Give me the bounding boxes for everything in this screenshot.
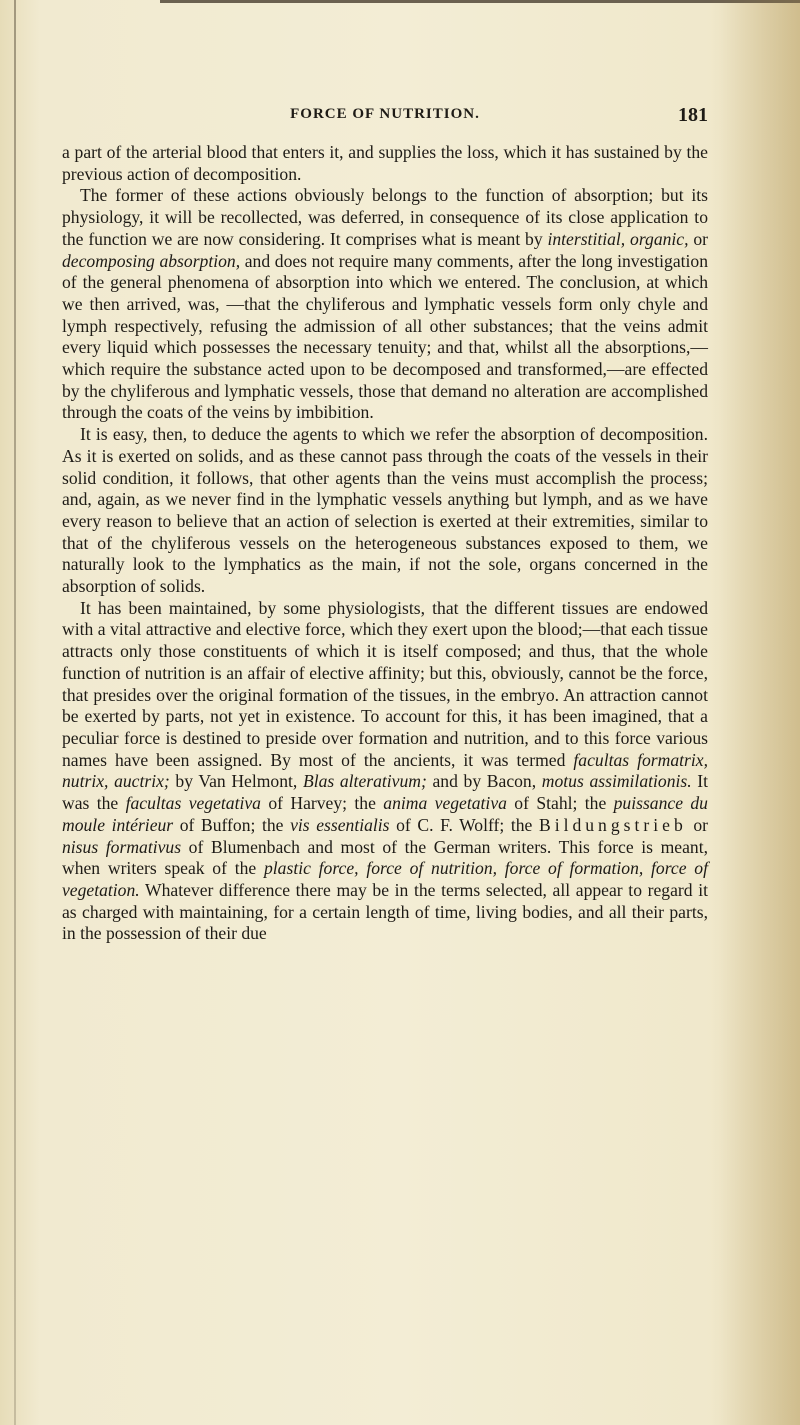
- paragraph-2: [62, 185, 708, 424]
- paragraph-1: [62, 142, 708, 185]
- text-run: or: [688, 228, 709, 249]
- text-run: and does not require many comments, after the long investigation of the general phenomena of absorption into which we entered. The conclusion, at which we then arrived, was, —that the chyliferous and lymphatic vessels form only chyle and lymph respectively, refusing the admission of all other substances; that the veins admit every liquid which possesses the necessary tenuity; and that, whilst all the absorptions,—which require the substance acted upon to be decomposed and transformed,—are effected by the chyliferous and lymphatic vessels, those that demand no alteration are accomplished through the coats of the veins by imbibition.: [62, 250, 709, 423]
- italic-term: vis essentialis: [290, 814, 390, 835]
- italic-term: plastic force, force of nutrition, force of formation, force of vegetation.: [62, 858, 708, 900]
- spaced-term: Bildungstrieb: [538, 814, 687, 835]
- text-run: of C. F. Wolff; the: [389, 814, 539, 835]
- page-left-edge: [14, 0, 16, 1425]
- text-run: It was the: [62, 771, 709, 814]
- italic-term: anima vegetativa: [383, 793, 507, 814]
- text-run: a part of the arterial blood that enters it, and supplies the loss, which it has sustained by the previous action of decomposition.: [62, 142, 708, 184]
- italic-term: motus assimilationis.: [541, 771, 692, 792]
- text-run: Whatever difference there may be in the terms selected, all appear to regard it as charged with maintaining, for a certain length of time, living bodies, and all their parts, in the possession of their due: [62, 879, 708, 944]
- text-run: It is easy, then, to deduce the agents to which we refer the absorption of decomposition. As it is exerted on solids, and as these cannot pass through the coats of the vessels in their solid condition, it follows, that other agents than the veins must accomplish the process; and, again, as we never find in the lymphatic vessels anything but lymph, and as we have every reason to believe that an action of selection is exerted at their extremities, similar to that of the chyliferous vessels on the heterogeneous substances exposed to them, we naturally look to the lymphatics as the main, if not the sole, organs concerned in the absorption of solids.: [62, 424, 708, 597]
- page-number: 181: [678, 104, 708, 126]
- paragraph-4: [62, 598, 708, 945]
- page-header: [62, 104, 708, 130]
- italic-term: puissance du moule intérieur: [62, 793, 708, 835]
- text-run: or: [686, 814, 708, 835]
- text-run: of Blumenbach and most of the German writers. This force is meant, when writers speak of the: [62, 836, 708, 879]
- text-run: of Buffon; the: [173, 814, 291, 835]
- text-run: of Stahl; the: [506, 793, 614, 814]
- text-run: by Van Helmont,: [169, 771, 303, 792]
- italic-term: facultas formatrix, nutrix, auctrix;: [62, 749, 708, 792]
- italic-term: interstitial, organic,: [547, 228, 689, 249]
- page-top-edge: [160, 0, 800, 3]
- italic-term: facultas vegetativa: [125, 793, 261, 814]
- body-text: [62, 142, 708, 945]
- text-run: and by Bacon,: [426, 771, 542, 792]
- italic-term: Blas alterativum;: [302, 771, 427, 792]
- paragraph-3: [62, 424, 708, 598]
- italic-term: nisus formativus: [62, 836, 182, 857]
- text-run: It has been maintained, by some physiologists, that the different tissues are endowed with a vital attractive and elective force, which they exert upon the blood;—that each tissue attracts only those constituents of which it is itself composed; and thus, that the whole function of nutrition is an affair of elective affinity; but this, obviously, cannot be the force, that presides over the original formation of the tissues, in the embryo. An attraction cannot be exerted by parts, not yet in existence. To account for this, it has been imagined, that a peculiar force is destined to preside over formation and nutrition, and to this force various names have been assigned. By most of the ancients, it was termed: [62, 597, 708, 770]
- text-run: of Harvey; the: [260, 793, 384, 814]
- page-right-shadow: [710, 0, 800, 1425]
- text-run: The former of these actions obviously belongs to the function of absorption; but its physiology, it will be recollected, was deferred, in consequence of its close application to the function we are now considering. It comprises what is meant by: [62, 185, 708, 249]
- italic-term: decomposing absorption,: [62, 250, 241, 271]
- running-head: FORCE OF NUTRITION.: [290, 106, 480, 122]
